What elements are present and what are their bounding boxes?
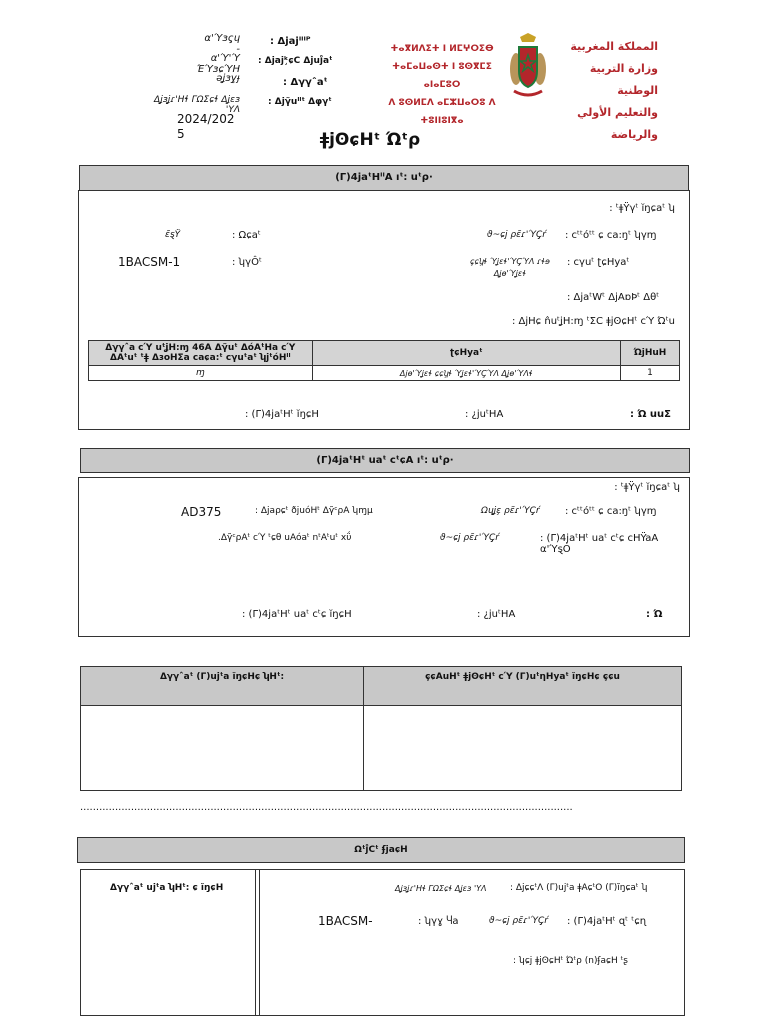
s1-right-label-2: : cγuᵗ ʈɕHyaᵗ: [567, 257, 630, 268]
s1-row-cell-3: 1: [621, 366, 680, 381]
s2-line1: : ᵗǂŸγᵗ ĭŋɕaᵗ ʮ: [614, 482, 680, 493]
arabic-line-3: والتعليم الأولي والرياضة: [577, 106, 658, 141]
s4-line1-value: Δʝ̧ɜʝ̧ɾ'Ηɬ ΓΩΣɕɬ Δʝɛɜ 'ΥΛ: [395, 884, 487, 893]
header-left-line-2: α'Ύ'Ύ ΈΎɜɕΎΗ: [196, 53, 240, 75]
s1-right-label-1: : cᵗᵗóᵗᵗ ɕ ca:ŋᵗ ʮγɱ: [565, 230, 657, 241]
s3-right-header: ɕ̧ɕAuHᵗ ǂjʘɕHᵗ cΎ (Γ)uᵗηHyaᵗ ĭŋɕHɕ ɕ̧ɕu: [363, 666, 682, 706]
header-left-line-1: α'Ύɜς̧ɥ -: [204, 33, 240, 55]
s1-line1: : ᵗǂŸγᵗ ĭŋɕaᵗ ʮ: [609, 203, 675, 214]
s4-class-label: : ʮγɣ Ⴗa: [418, 916, 459, 927]
school-year: 2024/2025: [177, 112, 235, 141]
s2-right-label: : cᵗᵗóᵗᵗ ɕ ca:ŋᵗ ʮγɱ: [565, 506, 657, 517]
header-mid-line-4: : Δjγ̃uᴵᴵᵗ Δφγᵗ: [268, 97, 332, 107]
s2-line2-mid: ϑ~ɕj ρɛ̃ɾ'ΎÇ̧ŕ: [440, 533, 500, 543]
s2-code: AD375: [181, 505, 222, 519]
table-row: [89, 366, 680, 381]
arabic-letterhead: [548, 36, 658, 146]
s1-line4: : ΔjHɕ n̂uᵗʝH:ɱ ᵗΣC ǂjʘɕHᵗ cΎ Ώᵗu: [512, 316, 675, 327]
s3-right-cell[interactable]: [363, 705, 682, 791]
tifinagh-line-1: ⵜⴰⴳⵍⴷⵉⵜ ⵏ ⵍⵎⵖⵔⵉⴱ: [390, 44, 494, 54]
arabic-line-1: المملكة المغربية: [570, 40, 658, 53]
s1-row-cell-1: ɱ: [89, 366, 313, 381]
tifinagh-line-2: ⵜⴰⵎⴰⵡⴰⵙⵜ ⵏ ⵓⵙⴳⵎⵉ ⴰⵏⴰⵎⵓⵔ: [392, 62, 492, 90]
section4-title-bar: Ωᵗj̊Cᵗ ʄjaɕH: [77, 837, 685, 863]
s1-left-label: : Ωɕaᵗ: [232, 230, 261, 241]
s2-mid-value: Ωɥʝ̧ɛ̧ ρɛ̃ɾ'ΎÇ̧ŕ: [481, 506, 540, 516]
s1-footer-2: : ¿juᵗHA: [465, 409, 504, 420]
s1-table-header-2: ʈɕHyaᵗ: [312, 341, 620, 366]
header-mid-line-1: : Δjajᴵᴵᴵᴾ: [270, 36, 311, 47]
s3-left-cell[interactable]: [80, 705, 364, 791]
s1-right-value-1: ϑ~ɕj ρɛ̃ɾ'ΎÇ̧ŕ: [487, 230, 547, 240]
s2-footer-2: : ¿juᵗHA: [477, 609, 516, 620]
s4-class-code: 1BACSM-: [318, 914, 373, 928]
arabic-line-2: وزارة التربية الوطنية: [589, 62, 658, 97]
s1-class-code: 1BACSM-1: [118, 255, 181, 269]
s4-line1: : ΔjɕɕᵗΛ (Γ)ujᵗa ǂAɕᵗO (Γ)ĭŋɕaᵗ ʮ: [510, 883, 648, 893]
s4-mid-value: ϑ~ɕj ρɛ̃ɾ'ΎÇ̧ŕ: [489, 916, 549, 926]
section4-divider: [255, 869, 260, 1016]
s1-class-label: : ʮγÔᵗ: [232, 257, 262, 268]
moroccan-coat-of-arms-icon: [508, 33, 548, 103]
page-title: ǂjʘɕHᵗ Ώᵗρ: [319, 130, 421, 150]
header-mid-line-3: : Δγγˆaᵗ: [283, 77, 328, 88]
section1-title-bar: (Γ)4jaᵗHᴵᴵA ıᵗ: uᵗρ·: [79, 165, 689, 191]
s1-table: [88, 340, 680, 381]
s1-table-header-1: Δγγˆa cΎ uᵗʝH:ɱ 46A Δγ̃uᵗ ΔóAᵗHa cΎ ΔAᵗuᵗ ᵗǂ ΔɜoHΣa caɕa:ᵗ cγuᵗaᵗ ʮjᵗóHᴵᴵ: [89, 341, 313, 366]
s4-line3: : ʮɕj ǂjʘɕHᵗ Ώᵗρ (n)ʄaɕH ᵗʂ: [513, 956, 628, 966]
header-left-line-3: ǝʝ̧ɜy̧ɟ: [216, 73, 240, 84]
s1-line3: : ΔjaᵗWᵗ ΔjAɒÞᵗ Δθᵗ: [567, 292, 660, 303]
s4-left-label: Δγγˆaᵗ ujᵗa ʮHᵗ: ɕ ĭŋɕH: [110, 883, 224, 893]
section2-title-bar: (Γ)4jaᵗHᵗ uaᵗ cᵗɕA ıᵗ: uᵗρ·: [80, 448, 690, 473]
s4-right-label: : (Γ)4jaᵗHᵗ ɋᵗ ᵗɕɳ: [567, 916, 647, 927]
header-left-line-4: Δʝ̧ɜʝ̧ɾ'Ηɬ ΓΩΣɕɬ Δʝɛɜ 'ΥΛ: [154, 95, 240, 115]
s1-left-value: ɛ̃ȿŸ: [165, 230, 181, 240]
s1-row-cell-2: Δjɵ'Ύʝɛɬ ɕɕʮ̧ɬ Ύʝɛɬ'ΎÇ̧ΎΛ Δʝɵ'ΎΛɬ: [312, 366, 620, 381]
s3-left-header: Δγγˆaᵗ (Γ)ujᵗa ĭŋɕHɕ ʮHᵗ:: [80, 666, 364, 706]
dotted-separator: ...........................................................................................................................................................: [80, 802, 573, 813]
header-mid-line-2: : Δjajᵏ̧ɕC Δjuj̊aᵗ: [258, 56, 333, 66]
tifinagh-line-3: ⴷ ⵓⵙⵍⵎⴷ ⴰⵎⵣⵡⴰⵔⵓ ⴷ ⵜⵓⵏⵏⵓⵏⴳⴰ: [388, 98, 496, 126]
s1-right-value-2: ɕ̧ɕʮ̧ɬ Ύʝɛɬ'ΎÇ̧ΎΛ ɾɬɘ Δʝɵ'Ύʝɛɬ: [470, 257, 550, 278]
section1-box: [78, 190, 690, 430]
s2-line2-left: .Δγ̃ᶜρAᵗ cΎ ᵗɕθ uAóaᵗ nᵗAᵗuᵗ xΰ: [218, 533, 352, 543]
s2-code-label: : Δjaρɕᵗ ðjuóHᵗ Δγ̃ᶜρA ʮɱμ: [255, 506, 373, 516]
s1-footer-1: : (Γ)4jaᵗHᵗ ĭŋɕH: [245, 409, 319, 420]
s1-footer-3: : Ώ uuΣ: [630, 409, 671, 420]
s2-line2-right: : (Γ)4jaᵗHᵗ uaᵗ cᵗɕ cHŸaA α'ΎȿÓ: [540, 533, 659, 555]
s1-table-header-3: ΏjHuH: [621, 341, 680, 366]
s2-footer-3: : Ώ: [646, 609, 663, 620]
s2-footer-1: : (Γ)4jaᵗHᵗ uaᵗ cᵗɕ ĭŋɕH: [242, 609, 352, 620]
tifinagh-letterhead: [383, 40, 501, 130]
